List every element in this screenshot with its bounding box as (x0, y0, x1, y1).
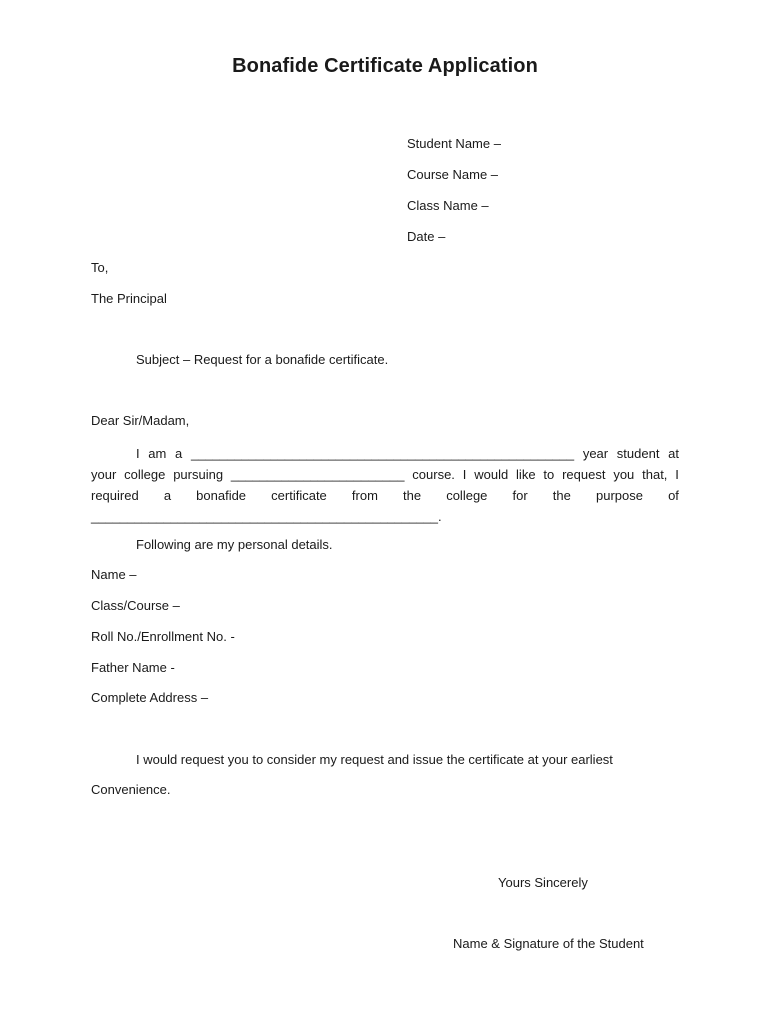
word: a (163, 488, 172, 503)
word: to (543, 467, 555, 482)
sign-off: Yours Sincerely (498, 875, 588, 890)
word: I (462, 467, 467, 482)
detail-father-name: Father Name - (91, 660, 175, 675)
word: required (91, 488, 139, 503)
body-paragraph (91, 443, 679, 527)
word: the (403, 488, 422, 503)
student-name-field: Student Name – (407, 136, 501, 151)
detail-name: Name – (91, 567, 137, 582)
word: would (474, 467, 509, 482)
word: from (351, 488, 378, 503)
document-title: Bonafide Certificate Application (232, 55, 538, 77)
class-name-field: Class Name – (407, 198, 489, 213)
word: you (613, 467, 635, 482)
salutation: Dear Sir/Madam, (91, 413, 190, 428)
word: your (91, 467, 117, 482)
body-line-1 (91, 443, 679, 464)
recipient-designation: The Principal (91, 291, 167, 306)
word: am (148, 446, 167, 461)
word: student (616, 446, 660, 461)
word: for (512, 488, 528, 503)
detail-roll-no: Roll No./Enrollment No. - (91, 629, 235, 644)
word: college (446, 488, 488, 503)
word: bonafide (196, 488, 247, 503)
details-intro: Following are my personal details. (136, 537, 333, 552)
word: pursuing (173, 467, 224, 482)
word: a (175, 446, 183, 461)
blank-purpose: ________________________________________________. (91, 509, 442, 524)
signature-label: Name & Signature of the Student (453, 936, 644, 951)
word: course. (412, 467, 455, 482)
word: I (136, 446, 140, 461)
course-name-field: Course Name – (407, 167, 499, 182)
word: the (552, 488, 571, 503)
word: that, (642, 467, 668, 482)
recipient-to: To, (91, 260, 109, 275)
detail-address: Complete Address – (91, 690, 209, 705)
word: year (582, 446, 609, 461)
word: purpose (595, 488, 643, 503)
word: college (124, 467, 166, 482)
word: at (668, 446, 679, 461)
body-line-2 (91, 464, 679, 485)
word: like (516, 467, 536, 482)
subject-line: Subject – Request for a bonafide certificate. (136, 352, 389, 367)
detail-class-course: Class/Course – (91, 598, 180, 613)
date-field: Date – (407, 229, 446, 244)
closing-request: I would request you to consider my request and issue the certificate at your earliest (136, 752, 613, 767)
closing-request-end: Convenience. (91, 782, 171, 797)
body-line-3 (91, 485, 679, 506)
word: I (675, 467, 679, 482)
blank-course: ________________________ (230, 467, 405, 482)
word: of (668, 488, 679, 503)
word: request (562, 467, 606, 482)
word: certificate (271, 488, 327, 503)
blank-year: _____________________________________________________ (190, 446, 575, 461)
